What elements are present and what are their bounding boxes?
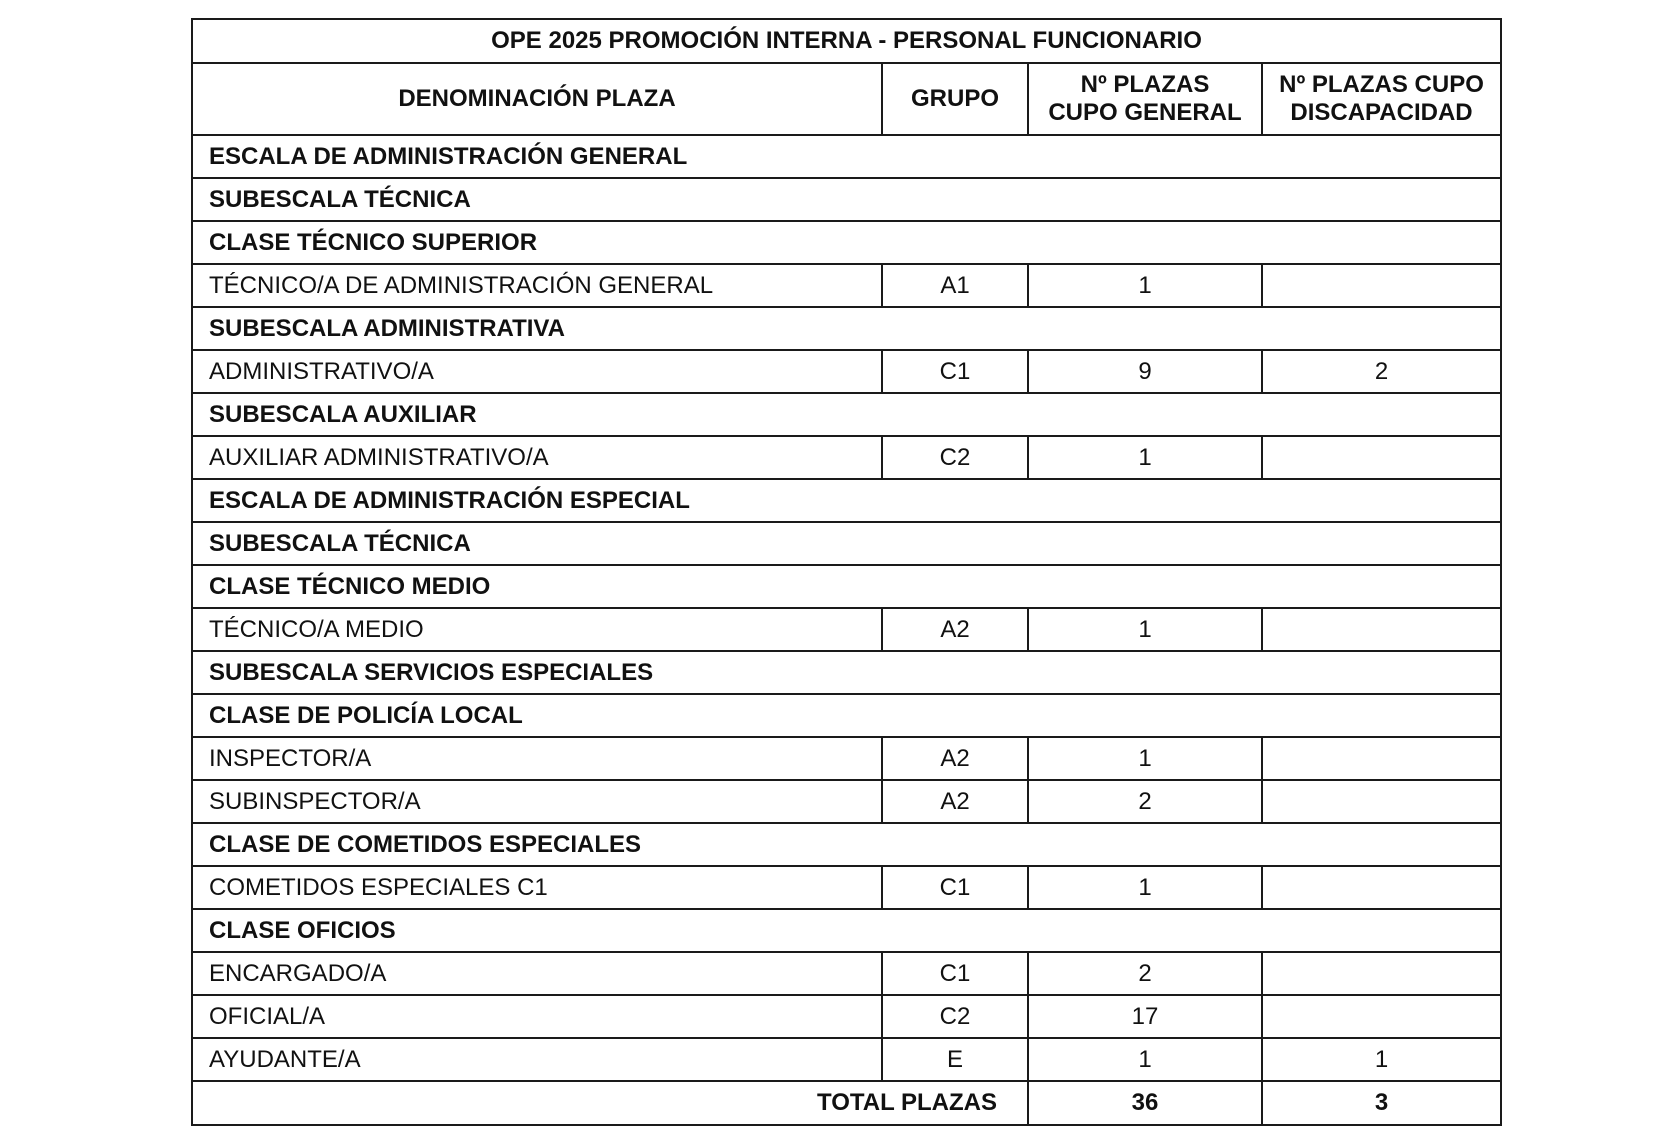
section-label: CLASE TÉCNICO MEDIO [192, 565, 1501, 608]
table-title-row [192, 19, 1501, 63]
section-label: SUBESCALA TÉCNICA [192, 178, 1501, 221]
table-row [192, 952, 1501, 995]
header-denominacion: DENOMINACIÓN PLAZA [192, 63, 882, 135]
row-cupo-general: 1 [1028, 264, 1262, 307]
table-row [192, 866, 1501, 909]
table-row [192, 350, 1501, 393]
header-cupo-discapacidad [1262, 63, 1501, 135]
section-label: ESCALA DE ADMINISTRACIÓN GENERAL [192, 135, 1501, 178]
row-grupo: E [882, 1038, 1028, 1081]
row-grupo: A2 [882, 780, 1028, 823]
section-row [192, 694, 1501, 737]
row-grupo: A1 [882, 264, 1028, 307]
total-label: TOTAL PLAZAS [192, 1081, 1028, 1125]
section-row [192, 135, 1501, 178]
section-label: SUBESCALA TÉCNICA [192, 522, 1501, 565]
row-denominacion: SUBINSPECTOR/A [192, 780, 882, 823]
section-label: CLASE DE POLICÍA LOCAL [192, 694, 1501, 737]
total-row [192, 1081, 1501, 1125]
section-row [192, 651, 1501, 694]
row-cupo-discapacidad: 1 [1262, 1038, 1501, 1081]
table-row [192, 436, 1501, 479]
row-grupo: C2 [882, 995, 1028, 1038]
header-cupo-general-label: Nº PLAZAS CUPO GENERAL [1048, 71, 1242, 126]
row-cupo-discapacidad [1262, 780, 1501, 823]
row-grupo: C1 [882, 952, 1028, 995]
row-cupo-discapacidad [1262, 952, 1501, 995]
row-denominacion: AYUDANTE/A [192, 1038, 882, 1081]
table-row [192, 264, 1501, 307]
row-cupo-discapacidad [1262, 866, 1501, 909]
row-denominacion: ENCARGADO/A [192, 952, 882, 995]
table-row [192, 608, 1501, 651]
section-label: SUBESCALA ADMINISTRATIVA [192, 307, 1501, 350]
row-grupo: A2 [882, 737, 1028, 780]
section-row [192, 393, 1501, 436]
section-label: SUBESCALA AUXILIAR [192, 393, 1501, 436]
header-cupo-discapacidad-label: Nº PLAZAS CUPO DISCAPACIDAD [1279, 71, 1484, 126]
row-cupo-general: 2 [1028, 952, 1262, 995]
row-grupo: C2 [882, 436, 1028, 479]
row-cupo-general: 1 [1028, 1038, 1262, 1081]
row-cupo-discapacidad [1262, 608, 1501, 651]
section-label: CLASE DE COMETIDOS ESPECIALES [192, 823, 1501, 866]
section-row [192, 178, 1501, 221]
row-denominacion: OFICIAL/A [192, 995, 882, 1038]
row-grupo: C1 [882, 350, 1028, 393]
row-cupo-discapacidad [1262, 995, 1501, 1038]
row-denominacion: ADMINISTRATIVO/A [192, 350, 882, 393]
table-title: OPE 2025 PROMOCIÓN INTERNA - PERSONAL FUNCIONARIO [192, 19, 1501, 63]
total-discapacidad: 3 [1262, 1081, 1501, 1125]
table-row [192, 995, 1501, 1038]
row-cupo-general: 1 [1028, 866, 1262, 909]
header-grupo: GRUPO [882, 63, 1028, 135]
row-denominacion: AUXILIAR ADMINISTRATIVO/A [192, 436, 882, 479]
table-row [192, 1038, 1501, 1081]
row-cupo-general: 2 [1028, 780, 1262, 823]
section-row [192, 909, 1501, 952]
row-grupo: C1 [882, 866, 1028, 909]
row-denominacion: TÉCNICO/A MEDIO [192, 608, 882, 651]
row-cupo-discapacidad: 2 [1262, 350, 1501, 393]
row-cupo-general: 17 [1028, 995, 1262, 1038]
section-label: ESCALA DE ADMINISTRACIÓN ESPECIAL [192, 479, 1501, 522]
section-row [192, 307, 1501, 350]
table-row [192, 737, 1501, 780]
header-cupo-general [1028, 63, 1262, 135]
table-header-row [192, 63, 1501, 135]
section-label: SUBESCALA SERVICIOS ESPECIALES [192, 651, 1501, 694]
section-row [192, 221, 1501, 264]
row-denominacion: COMETIDOS ESPECIALES C1 [192, 866, 882, 909]
section-row [192, 479, 1501, 522]
row-cupo-discapacidad [1262, 436, 1501, 479]
row-denominacion: TÉCNICO/A DE ADMINISTRACIÓN GENERAL [192, 264, 882, 307]
section-row [192, 823, 1501, 866]
vacancies-table [191, 18, 1502, 1126]
row-cupo-general: 9 [1028, 350, 1262, 393]
row-cupo-general: 1 [1028, 608, 1262, 651]
row-cupo-discapacidad [1262, 737, 1501, 780]
section-label: CLASE OFICIOS [192, 909, 1501, 952]
table-body [192, 135, 1501, 1081]
row-cupo-discapacidad [1262, 264, 1501, 307]
row-grupo: A2 [882, 608, 1028, 651]
table-row [192, 780, 1501, 823]
section-label: CLASE TÉCNICO SUPERIOR [192, 221, 1501, 264]
row-cupo-general: 1 [1028, 436, 1262, 479]
section-row [192, 522, 1501, 565]
total-general: 36 [1028, 1081, 1262, 1125]
row-denominacion: INSPECTOR/A [192, 737, 882, 780]
row-cupo-general: 1 [1028, 737, 1262, 780]
section-row [192, 565, 1501, 608]
